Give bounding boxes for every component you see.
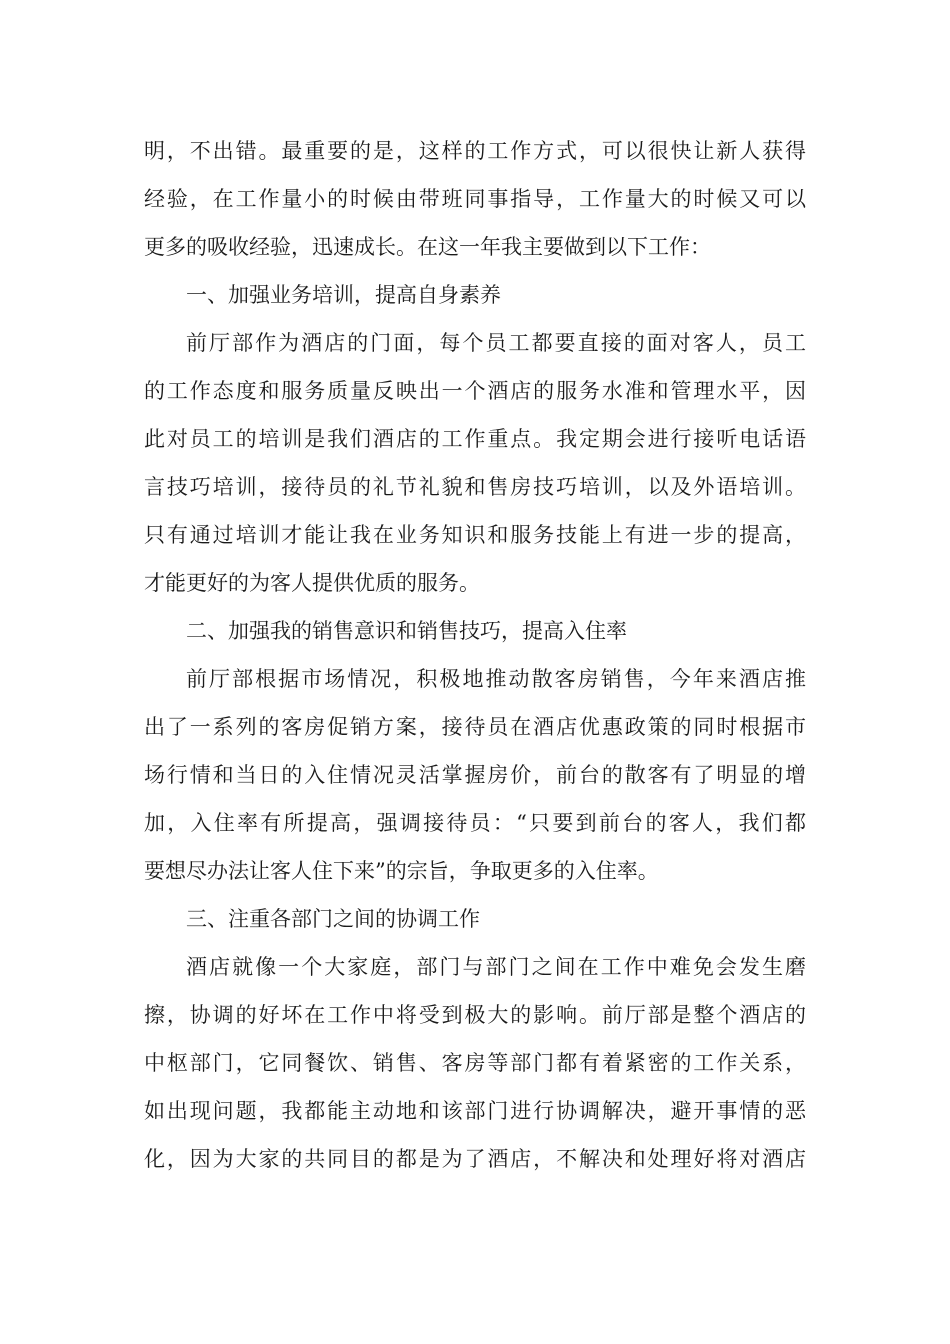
text-line (0, 134, 950, 168)
text-line-content: 经验，在工作量小的时候由带班同事指导，工作量大的时候又可以 (144, 187, 808, 211)
text-line-content: 化，因为大家的共同目的都是为了酒店，不解决和处理好将对酒店 (144, 1147, 808, 1171)
section-heading-text: 一、加强业务培训，提高自身素养 (186, 283, 501, 307)
text-line-content: 场行情和当日的入住情况灵活掌握房价，前台的散客有了明显的增 (144, 763, 808, 787)
text-line-content: 此对员工的培训是我们酒店的工作重点。我定期会进行接听电话语 (144, 427, 808, 451)
text-line-content: 的工作态度和服务质量反映出一个酒店的服务水准和管理水平，因 (144, 379, 808, 403)
section-heading-text: 二、加强我的销售意识和销售技巧，提高入住率 (186, 619, 627, 643)
text-line-content: 才能更好的为客人提供优质的服务。 (144, 571, 480, 595)
text-line (0, 662, 950, 696)
text-line (0, 710, 950, 744)
text-line (0, 422, 950, 456)
text-line-content: 前厅部根据市场情况，积极地推动散客房销售，今年来酒店推 (186, 667, 809, 691)
text-line (0, 230, 950, 264)
text-line (0, 374, 950, 408)
section-heading (0, 614, 950, 648)
text-line (0, 1046, 950, 1080)
text-line (0, 1142, 950, 1176)
text-line-content: 加，入住率有所提高，强调接待员：“只要到前台的客人，我们都 (144, 811, 809, 835)
text-line-content: 明，不出错。最重要的是，这样的工作方式，可以很快让新人获得 (144, 139, 808, 163)
text-line (0, 326, 950, 360)
text-line-content: 酒店就像一个大家庭，部门与部门之间在工作中难免会发生磨 (186, 955, 809, 979)
text-line (0, 518, 950, 552)
text-line (0, 998, 950, 1032)
text-line (0, 470, 950, 504)
text-line (0, 806, 950, 840)
section-heading (0, 902, 950, 936)
section-heading (0, 278, 950, 312)
text-line-content: 如出现问题，我都能主动地和该部门进行协调解决，避开事情的恶 (144, 1099, 808, 1123)
text-line-content: 更多的吸收经验，迅速成长。在这一年我主要做到以下工作： (144, 235, 711, 259)
text-line (0, 1094, 950, 1128)
text-line-content: 只有通过培训才能让我在业务知识和服务技能上有进一步的提高， (144, 523, 808, 547)
text-line-content: 要想尽办法让客人住下来”的宗旨，争取更多的入住率。 (144, 859, 659, 883)
text-line (0, 950, 950, 984)
text-line-content: 中枢部门，它同餐饮、销售、客房等部门都有着紧密的工作关系， (144, 1051, 808, 1075)
text-line (0, 566, 950, 600)
text-line (0, 758, 950, 792)
text-line (0, 854, 950, 888)
text-line-content: 前厅部作为酒店的门面，每个员工都要直接的面对客人，员工 (186, 331, 809, 355)
text-line-content: 出了一系列的客房促销方案，接待员在酒店优惠政策的同时根据市 (144, 715, 808, 739)
text-line-content: 言技巧培训，接待员的礼节礼貌和售房技巧培训，以及外语培训。 (144, 475, 808, 499)
text-line (0, 182, 950, 216)
section-heading-text: 三、注重各部门之间的协调工作 (186, 907, 480, 931)
text-line-content: 擦，协调的好坏在工作中将受到极大的影响。前厅部是整个酒店的 (144, 1003, 808, 1027)
